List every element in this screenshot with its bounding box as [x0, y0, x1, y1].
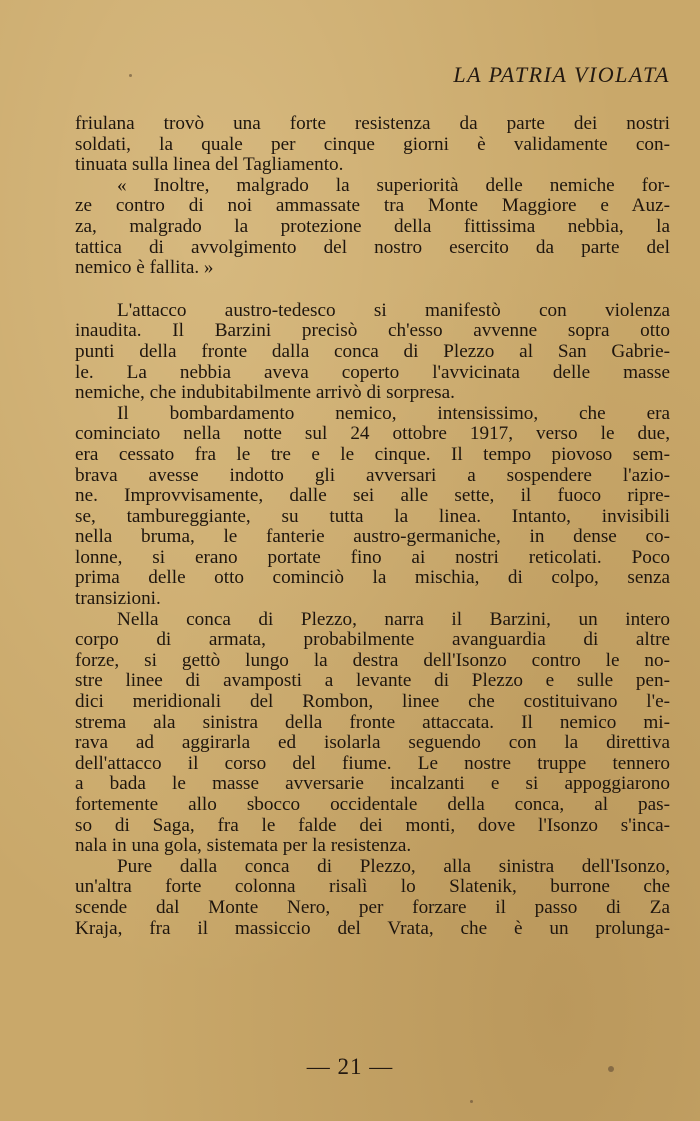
text-line: dell'attacco il corso del fiume. Le nostre truppe tennero: [75, 752, 670, 774]
text-line: punti della fronte dalla conca di Plezzo al San Gabrie-: [75, 340, 670, 362]
paper-speck: [470, 1100, 473, 1103]
text-line: nemiche, che indubitabilmente arrivò di sorpresa.: [75, 382, 455, 404]
text-line: prima delle otto cominciò la mischia, di colpo, senza: [75, 567, 670, 589]
text-line: era cessato fra le tre e le cinque. Il tempo piovoso sem-: [75, 443, 670, 465]
text-line: brava avesse indotto gli avversari a sospendere l'azio-: [75, 464, 670, 486]
page-number: — 21 —: [306, 1054, 394, 1079]
text-line: se, tambureggiante, su tutta la linea. Intanto, invisibili: [75, 505, 670, 527]
text-line: a bada le masse avversarie incalzanti e si appoggiarono: [75, 773, 670, 795]
text-line: le. La nebbia aveva coperto l'avvicinata delle masse: [75, 361, 670, 383]
text-line: nella bruma, le fanterie austro-germaniche, in dense co-: [75, 526, 670, 548]
text-line: fortemente allo sbocco occidentale della conca, al pas-: [75, 794, 670, 815]
text-line: tinuata sulla linea del Tagliamento.: [75, 154, 344, 176]
text-line: L'attacco austro-tedesco si manifestò con violenza: [117, 299, 670, 321]
text-line: za, malgrado la protezione della fittissima nebbia, la: [75, 215, 670, 237]
text-line: « Inoltre, malgrado la superiorità delle nemiche for-: [117, 174, 670, 196]
text-line: stre linee di avamposti a levante di Plezzo e sulle pen-: [75, 670, 670, 692]
text-line: Kraja, fra il massiccio del Vrata, che è un prolunga-: [75, 917, 670, 939]
text-line: corpo di armata, probabilmente avanguardia di altre: [75, 629, 670, 651]
text-line: tattica di avvolgimento del nostro esercito da parte del: [75, 236, 670, 258]
text-line: Nella conca di Plezzo, narra il Barzini, un intero: [117, 608, 670, 630]
paper-speck: [608, 1066, 614, 1072]
text-line: transizioni.: [75, 588, 161, 610]
text-line: inaudita. Il Barzini precisò ch'esso avvenne sopra otto: [75, 320, 670, 342]
text-line: cominciato nella notte sul 24 ottobre 1917, verso le due,: [75, 423, 670, 445]
text-line: dici meridionali del Rombon, linee che costituivano l'e-: [75, 691, 670, 713]
text-line: rava ad aggirarla ed isolarla seguendo con la direttiva: [75, 732, 670, 754]
text-line: Il bombardamento nemico, intensissimo, che era: [117, 402, 670, 424]
text-line: so di Saga, fra le falde dei monti, dove l'Isonzo s'inca-: [75, 814, 670, 836]
text-line: Pure dalla conca di Plezzo, alla sinistra dell'Isonzo,: [117, 855, 670, 877]
text-line: un'altra forte colonna risalì lo Slatenik, burrone che: [75, 876, 670, 898]
text-line: lonne, si erano portate fino ai nostri reticolati. Poco: [75, 546, 670, 568]
section-gap: [75, 279, 670, 301]
text-line: nala in una gola, sistemata per la resistenza.: [75, 835, 412, 857]
body-text: [75, 114, 670, 939]
text-line: soldati, la quale per cinque giorni è validamente con-: [75, 133, 670, 155]
text-line: ze contro di noi ammassate tra Monte Maggiore e Auz-: [75, 195, 670, 217]
text-line: friulana trovò una forte resistenza da parte dei nostri: [75, 113, 670, 134]
text-line: scende dal Monte Nero, per forzare il passo di Za: [75, 896, 670, 918]
text-line: ne. Improvvisamente, dalle sei alle sette, il fuoco ripre-: [75, 485, 670, 507]
running-head: LA PATRIA VIOLATA: [453, 62, 670, 87]
text-line: nemico è fallita. »: [75, 257, 214, 279]
paper-speck: [129, 74, 132, 77]
text-line: forze, si gettò lungo la destra dell'Isonzo contro le no-: [75, 649, 670, 671]
text-line: strema ala sinistra della fronte attaccata. Il nemico mi-: [75, 711, 670, 733]
